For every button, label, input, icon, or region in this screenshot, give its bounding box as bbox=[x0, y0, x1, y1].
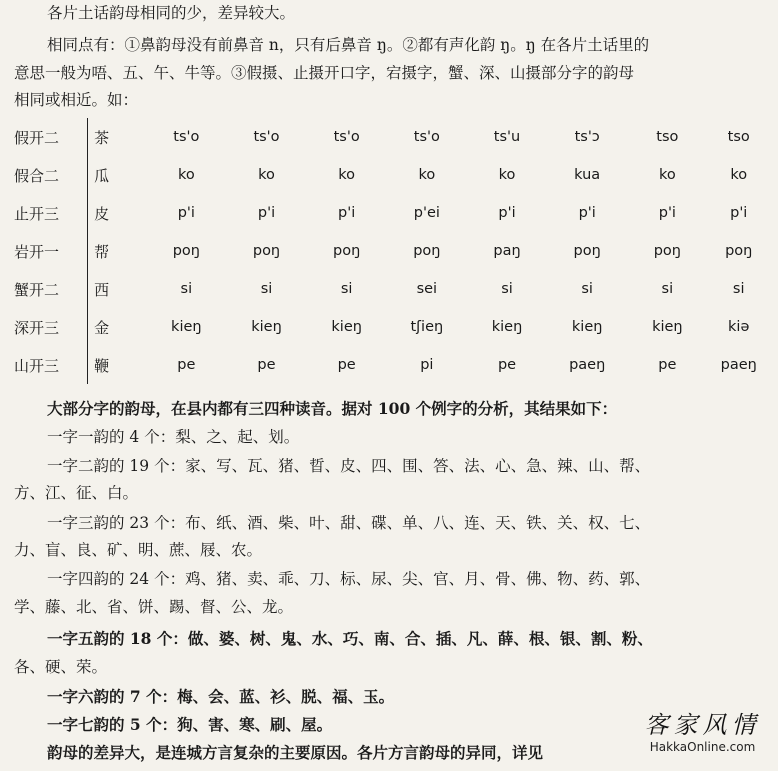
column-divider bbox=[87, 194, 94, 232]
phonetic-cell: poŋ bbox=[725, 243, 753, 259]
table-row bbox=[14, 308, 770, 346]
table-row bbox=[14, 194, 770, 232]
phonetic-cell: kieŋ bbox=[331, 319, 362, 335]
body-para-3a: 一字二韵的 19 个：家、写、瓦、猪、晢、皮、四、围、答、法、心、急、辣、山、帮、 bbox=[47, 457, 651, 475]
phonetic-cell: ko bbox=[258, 167, 275, 183]
body-para-9: 韵母的差异大，是连城方言复杂的主要原因。各片方言韵母的异同，详见 bbox=[47, 743, 544, 762]
watermark-site: HakkaOnline.com bbox=[635, 740, 770, 754]
phonetic-cell: ts'o bbox=[333, 129, 360, 145]
phonetic-cell: kiə bbox=[728, 319, 750, 335]
phonetic-cell: ts'o bbox=[253, 129, 280, 145]
body-para-1: 大部分字的韵母，在县内都有三四种读音。据对 100 个例字的分析，其结果如下： bbox=[47, 399, 618, 418]
table-row bbox=[14, 118, 770, 156]
row-category: 止开三 bbox=[14, 204, 60, 223]
phonetic-cell: tso bbox=[727, 129, 750, 145]
table-row bbox=[14, 232, 770, 270]
phonetic-cell: p'i bbox=[730, 205, 748, 221]
body-para-8: 一字七韵的 5 个：狗、害、寒、刷、屋。 bbox=[47, 715, 333, 734]
row-example-char: 帮 bbox=[94, 242, 110, 261]
phonetic-cell: poŋ bbox=[413, 243, 441, 259]
phonetic-cell: ts'o bbox=[173, 129, 200, 145]
phonetic-cell: p'i bbox=[177, 205, 195, 221]
phonetic-cell: ts'o bbox=[413, 129, 440, 145]
watermark-logo: 客家风情 bbox=[644, 711, 761, 739]
column-divider bbox=[87, 308, 94, 346]
rhyme-comparison-table bbox=[14, 118, 770, 384]
phonetic-cell: kieŋ bbox=[251, 319, 282, 335]
column-divider bbox=[87, 118, 94, 156]
row-example-char: 皮 bbox=[94, 204, 110, 223]
body-para-5b: 学、藤、北、省、饼、踢、督、公、龙。 bbox=[14, 598, 294, 616]
row-example-char: 鞭 bbox=[94, 356, 110, 375]
intro-line-4: 相同或相近。如： bbox=[14, 91, 139, 109]
intro-line-3: 意思一般为唔、五、午、牛等。③假摄、止摄开口字，宕摄字，蟹、深、山摄部分字的韵母 bbox=[14, 64, 635, 82]
table-row bbox=[14, 270, 770, 308]
phonetic-cell: tso bbox=[656, 129, 679, 145]
phonetic-cell: ko bbox=[338, 167, 356, 183]
phonetic-cell: p'i bbox=[338, 205, 356, 221]
table-row bbox=[14, 156, 770, 194]
phonetic-cell: poŋ bbox=[252, 243, 281, 259]
column-divider bbox=[87, 156, 94, 194]
phonetic-cell: pe bbox=[337, 357, 356, 373]
row-category: 蟹开二 bbox=[14, 280, 60, 299]
row-example-char: 西 bbox=[94, 280, 110, 299]
phonetic-cell: pe bbox=[497, 357, 517, 373]
phonetic-cell: ko bbox=[177, 167, 195, 183]
phonetic-cell: ts'u bbox=[493, 129, 521, 145]
phonetic-cell: si bbox=[260, 281, 273, 297]
column-divider bbox=[87, 346, 94, 384]
phonetic-cell: p'i bbox=[498, 205, 516, 221]
body-para-6a: 一字五韵的 18 个：做、婆、树、鬼、水、巧、南、合、插、凡、薛、根、银、割、粉、 bbox=[47, 629, 653, 648]
phonetic-cell: kieŋ bbox=[491, 319, 523, 335]
phonetic-cell: p'ei bbox=[413, 205, 440, 221]
intro-line-2: 相同点有：①鼻韵母没有前鼻音 n，只有后鼻音 ŋ。②都有声化韵 ŋ。ŋ 在各片土话里的 bbox=[47, 36, 650, 54]
phonetic-cell: ko bbox=[498, 167, 516, 183]
row-category: 岩开一 bbox=[14, 242, 60, 261]
body-para-6b: 各、硬、荣。 bbox=[14, 658, 108, 676]
phonetic-cell: poŋ bbox=[573, 243, 601, 259]
phonetic-cell: poŋ bbox=[653, 243, 681, 259]
intro-line-1: 各片土话韵母相同的少，差异较大。 bbox=[47, 4, 296, 22]
row-category: 假合二 bbox=[14, 166, 60, 185]
row-category: 假开二 bbox=[14, 128, 60, 147]
row-example-char: 瓜 bbox=[94, 166, 110, 185]
phonetic-cell: si bbox=[732, 281, 745, 297]
body-para-3b: 方、江、征、白。 bbox=[14, 484, 139, 502]
phonetic-cell: kieŋ bbox=[652, 319, 683, 335]
phonetic-cell: si bbox=[661, 281, 674, 297]
phonetic-cell: poŋ bbox=[172, 243, 200, 259]
phonetic-cell: paeŋ bbox=[720, 357, 757, 373]
phonetic-cell: si bbox=[340, 281, 353, 297]
phonetic-cell: kua bbox=[574, 167, 601, 183]
phonetic-cell: pi bbox=[420, 357, 434, 373]
phonetic-cell: poŋ bbox=[333, 243, 361, 259]
phonetic-cell: ts'ɔ bbox=[574, 129, 600, 145]
phonetic-cell: pe bbox=[257, 357, 276, 373]
column-divider bbox=[87, 270, 94, 308]
body-para-2: 一字一韵的 4 个：梨、之、起、划。 bbox=[47, 428, 300, 446]
phonetic-cell: paeŋ bbox=[569, 357, 606, 373]
phonetic-cell: kieŋ bbox=[571, 319, 603, 335]
body-para-7: 一字六韵的 7 个：梅、会、蓝、衫、脱、福、玉。 bbox=[47, 687, 395, 706]
phonetic-cell: p'i bbox=[257, 205, 276, 221]
body-para-5a: 一字四韵的 24 个：鸡、猪、卖、乖、刀、标、尿、尖、官、月、骨、佛、物、药、郭、 bbox=[47, 570, 651, 588]
phonetic-cell: ko bbox=[418, 167, 436, 183]
body-para-4a: 一字三韵的 23 个：布、纸、酒、柴、叶、甜、碟、单、八、连、天、铁、关、权、七、 bbox=[47, 514, 651, 532]
phonetic-cell: si bbox=[581, 281, 593, 297]
phonetic-cell: pe bbox=[177, 357, 196, 373]
row-category: 山开三 bbox=[14, 356, 60, 375]
phonetic-cell: si bbox=[501, 281, 513, 297]
row-example-char: 金 bbox=[94, 318, 110, 337]
phonetic-cell: si bbox=[180, 281, 193, 297]
phonetic-cell: p'i bbox=[658, 205, 676, 221]
phonetic-cell: kieŋ bbox=[171, 319, 202, 335]
row-category: 深开三 bbox=[14, 318, 60, 337]
phonetic-cell: tʃieŋ bbox=[410, 319, 444, 335]
phonetic-cell: ko bbox=[658, 167, 676, 183]
phonetic-cell: sei bbox=[416, 281, 438, 297]
body-para-4b: 力、盲、良、矿、明、蔗、屐、农。 bbox=[14, 541, 263, 559]
table-row bbox=[14, 346, 770, 384]
phonetic-cell: paŋ bbox=[493, 243, 521, 259]
phonetic-cell: ko bbox=[730, 167, 748, 183]
site-watermark bbox=[635, 705, 770, 765]
phonetic-cell: pe bbox=[658, 357, 677, 373]
phonetic-cell: p'i bbox=[578, 205, 596, 221]
row-example-char: 茶 bbox=[94, 128, 110, 147]
column-divider bbox=[87, 232, 94, 270]
